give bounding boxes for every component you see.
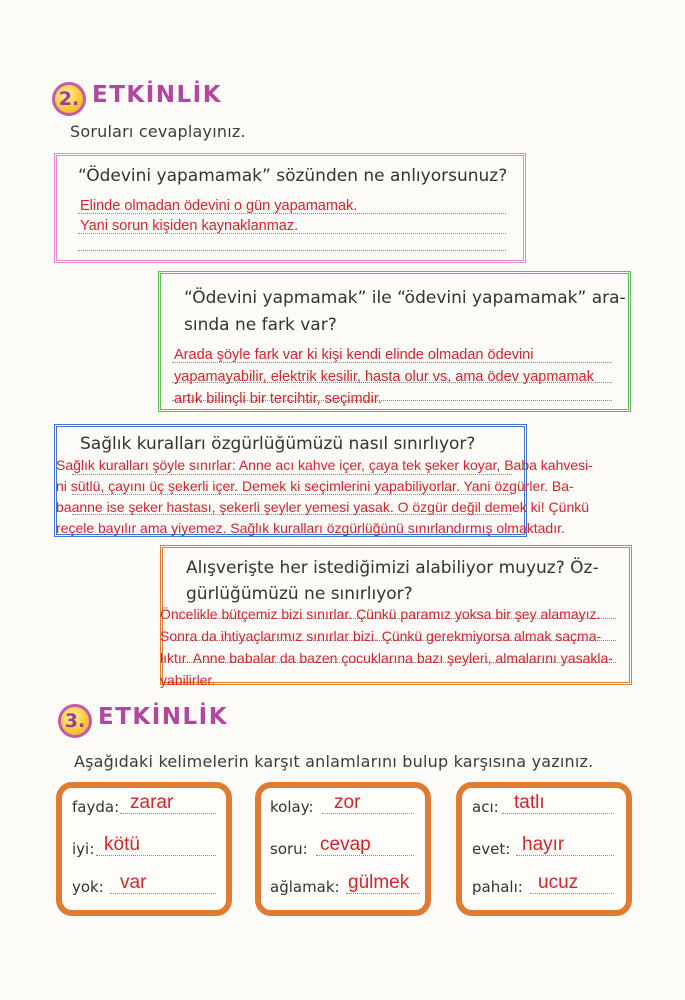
word-label: acı: — [472, 798, 499, 816]
question-3-answer-line-1: Sağlık kuralları şöyle sınırlar: Anne acı kahve içer, çaya tek şeker koyar, Baba kahvesi- — [56, 457, 593, 473]
question-3-answer-line-3: baanne ise şeker hastası, şekerli şeyler yemesi yasak. O özgür değil demek ki! Çünkü — [56, 499, 590, 515]
activity-3-title: ETKİNLİK — [98, 704, 229, 730]
word-label: pahalı: — [472, 878, 523, 896]
question-4-answer-line-3: lıktır. Anne babalar da bazen çocuklarına bazı şeyleri, almalarını yasakla- — [160, 650, 613, 666]
word-label: evet: — [472, 840, 511, 858]
word-answer: kötü — [104, 834, 140, 855]
question-1-answer-line-1: Elinde olmadan ödevini o gün yapamamak. — [80, 198, 358, 214]
question-2-answer-line-2: yapamayabilir, elektrik kesilir, hasta olur vs, ama ödev yapmamak — [174, 369, 594, 385]
word-label: ağlamak: — [270, 878, 340, 896]
word-answer: var — [120, 872, 147, 893]
word-answer: gülmek — [348, 872, 410, 893]
question-1-answer-line-2: Yani sorun kişiden kaynaklanmaz. — [80, 218, 299, 234]
word-answer: ucuz — [538, 872, 579, 893]
word-label: yok: — [72, 878, 104, 896]
question-4-text-line-2: gürlüğümüzü ne sınırlıyor? — [186, 584, 413, 604]
question-2-text-line-1: “Ödevini yapmamak” ile “ödevini yapamamak” ara- — [184, 288, 626, 308]
question-2-text-line-2: sında ne fark var? — [184, 315, 337, 335]
activity-2-title: ETKİNLİK — [92, 82, 223, 108]
question-4-answer-line-2: Sonra da ihtiyaçlarımız sınırlar bizi. Çünkü gerekmiyorsa almak saçma- — [160, 628, 602, 644]
question-3-answer-line-4: reçele bayılır ama yiyemez. Sağlık kuralları özgürlüğünü sınırlandırmış olmaktadır. — [56, 520, 565, 536]
word-answer: tatlı — [514, 792, 545, 813]
word-label: fayda: — [72, 798, 120, 816]
question-1-text: “Ödevini yapamamak” sözünden ne anlıyorsunuz? — [78, 166, 508, 186]
word-label: iyi: — [72, 840, 95, 858]
answer-line — [78, 250, 506, 251]
activity-3-badge — [58, 704, 92, 738]
question-4-answer-line-1: Öncelikle bütçemiz bizi sınırlar. Çünkü paramız yoksa bir şey alamayız. — [160, 606, 601, 622]
word-answer: zor — [334, 792, 361, 813]
question-3-answer-line-2: ni sütlü, çayını üç şekerli içer. Demek ki seçimlerini yapabiliyorlar. Yani özgürler. Ba- — [56, 478, 574, 494]
word-answer: zarar — [130, 792, 174, 813]
question-4-answer-line-4: yabilirler. — [160, 672, 216, 688]
word-label: kolay: — [270, 798, 314, 816]
activity-2-number: 2. — [58, 88, 80, 110]
answer-line — [72, 474, 512, 475]
question-3-text: Sağlık kuralları özgürlüğümüzü nasıl sınırlıyor? — [80, 434, 476, 454]
question-4-text-line-1: Alışverişte her istediğimizi alabiliyor muyuz? Öz- — [186, 558, 599, 578]
word-label: soru: — [270, 840, 308, 858]
activity-2-instruction: Soruları cevaplayınız. — [70, 122, 246, 141]
word-answer: cevap — [320, 834, 371, 855]
question-2-answer-line-3: artık bilinçli bir tercihtir, seçimdir. — [174, 391, 382, 407]
activity-3-instruction: Aşağıdaki kelimelerin karşıt anlamlarını bulup karşısına yazınız. — [74, 752, 594, 771]
word-answer: hayır — [522, 834, 565, 855]
activity-3-number: 3. — [64, 710, 86, 732]
activity-2-badge — [52, 82, 86, 116]
question-2-answer-line-1: Arada şöyle fark var ki kişi kendi elinde olmadan ödevini — [174, 347, 534, 363]
